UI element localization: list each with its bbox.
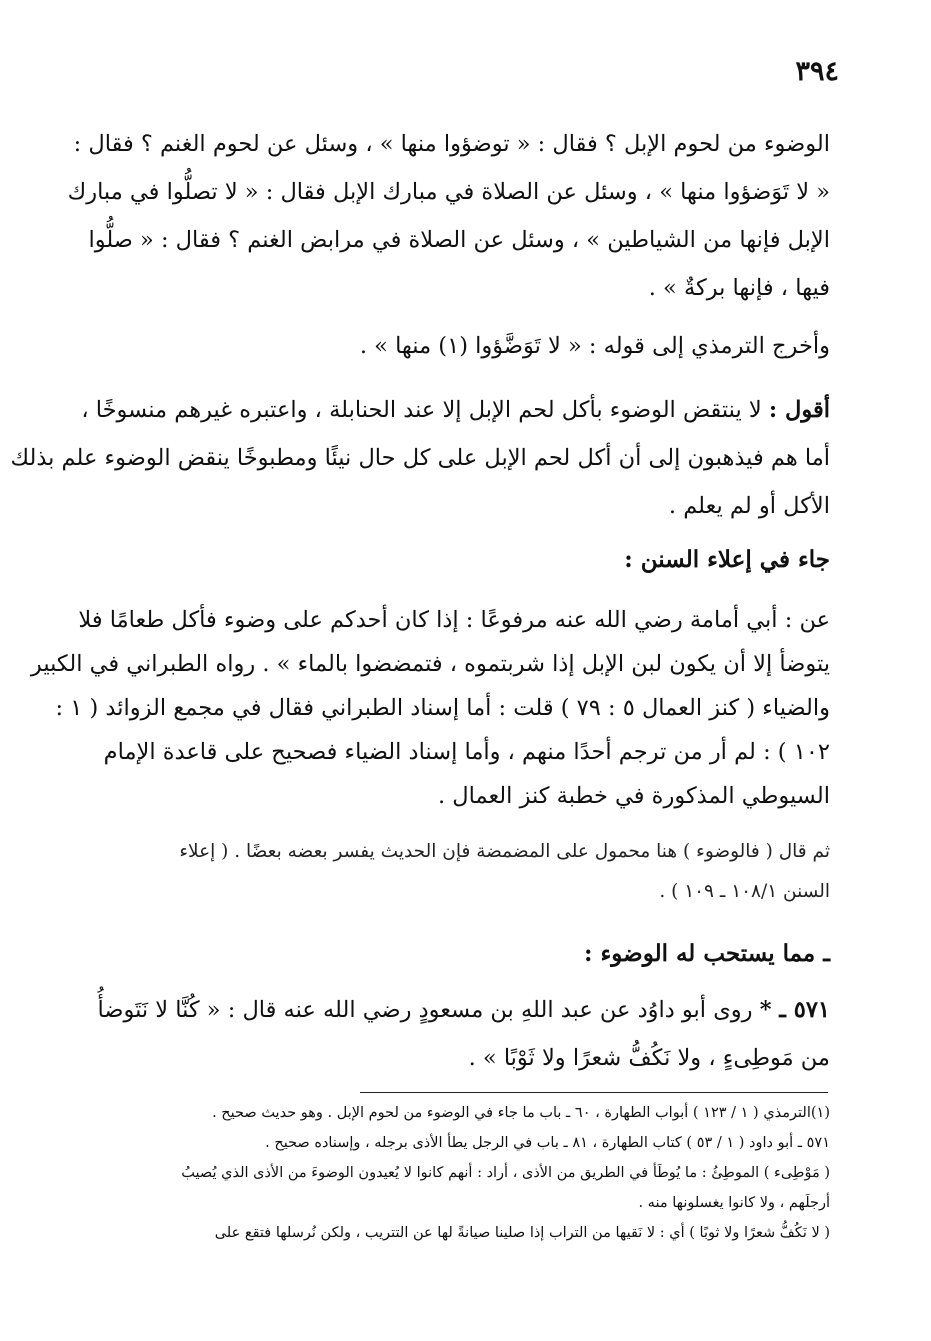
text-line: أما هم فيذهبون إلى أن أكل لحم الإبل على كل حال نيئًا ومطبوخًا ينقض الوضوء علم بذلك [10, 445, 830, 471]
heading-text: جاء في إعلاء السنن : [624, 546, 830, 573]
text-line: الوضوء من لحوم الإبل ؟ فقال : « توضؤوا منها » ، وسئل عن لحوم الغنم ؟ فقال : [73, 131, 830, 157]
footnote-line: ٥٧١ ـ أبو داود ( ١ / ٥٣ ) كتاب الطهارة ، ٨١ ـ باب في الرجل يطأ الأذى برجله ، وإسناده صحيح . [265, 1135, 830, 1151]
text-line: ثم قال ( فالوضوء ) هنا محمول على المضمضة فإن الحديث يفسر بعضه بعضًا . ( إعلاء [179, 841, 830, 862]
text-line: السيوطي المذكورة في خطبة كنز العمال . [437, 783, 830, 809]
heading-text: ـ مما يستحب له الوضوء : [583, 940, 830, 967]
section-heading-mustahab [78, 930, 830, 978]
text-line: يتوضأ إلا أن يكون لبن الإبل إذا شربتموه ، فتمضضوا بالماء » . رواه الطبراني في الكبير [30, 651, 830, 677]
text-line: « لا تَوَضؤوا منها » ، وسئل عن الصلاة في مبارك الإبل فقال : « لا تصلُّوا في مبارك [67, 179, 830, 205]
paragraph-aqul [10, 386, 830, 530]
hadith-number: ٥٧١ ـ * [759, 997, 830, 1023]
text-line: وأخرج الترمذي إلى قوله : « لا تَوَضَّؤوا (١) منها » . [359, 333, 830, 359]
footnote-line: (١)الترمذي ( ١ / ١٢٣ ) أبواب الطهارة ، ٦٠ ـ باب ما جاء في الوضوء من لحوم الإبل . وهو حديث صحيح . [212, 1105, 830, 1121]
footnote-line: أرجلَهم ، ولا كانوا يغسلونها منه . [638, 1195, 830, 1211]
paragraph-hadith-camel-meat [67, 120, 830, 312]
footnote-line: ( لا نَكُفُّ شعرًا ولا ثوبًا ) أي : لا نَقيها من التراب إذا صلينا صيانةً لها عن التتريب ، ولكن نُرسلها فتقع على [214, 1225, 830, 1241]
text-line: فيها ، فإنها بركةٌ » . [648, 275, 830, 301]
text-line: والضياء ( كنز العمال ٥ : ٧٩ ) قلت : أما إسناد الطبراني فقال في مجمع الزوائد ( ١ : [55, 695, 830, 721]
section-heading-ila-al-sunan [78, 536, 830, 584]
footnote-line: ( مَوْطِىء ) الموطِئُ : ما يُوطَأ في الطريق من الأذى ، أراد : أنهم كانوا لا يُعيدون الوضوءَ من الأذى الذي يُصيبُ [181, 1165, 830, 1181]
footnote-divider [360, 1092, 828, 1093]
paragraph-tirmidhi [78, 322, 830, 370]
text-segment: لا ينتقض الوضوء بأكل لحم الإبل إلا عند الحنابلة ، واعتبره غيرهم منسوخًا ، [81, 397, 769, 423]
paragraph-abu-umama [30, 598, 830, 818]
text-line: من مَوطِىءٍ ، ولا نَكُفُّ شعرًا ولا ثَوْبًا » . [468, 1045, 830, 1071]
text-line: عن : أبي أمامة رضي الله عنه مرفوعًا : إذا كان أحدكم على وضوء فأكل طعامًا فلا [78, 607, 830, 633]
text-segment: روى أبو داوُد عن عبد اللهِ بن مسعودٍ رضي الله عنه قال : « كُنَّا لا نَتَوضأُ [97, 997, 760, 1023]
paragraph-hadith-571 [78, 986, 830, 1082]
text-line: الإبل فإنها من الشياطين » ، وسئل عن الصلاة في مرابض الغنم ؟ فقال : « صلُّوا [88, 227, 830, 253]
lead-word: أقول : [768, 397, 830, 423]
text-line: الأكل أو لم يعلم . [668, 493, 830, 519]
text-line: ١٠٢ ) : لم أر من ترجم أحدًا منهم ، وأما إسناد الضياء فصحيح على قاعدة الإمام [103, 739, 830, 765]
paragraph-madmada [78, 832, 830, 912]
page-number: ٣٩٤ [795, 56, 839, 87]
text-line [78, 986, 830, 1034]
text-line: السنن ١٠٨/١ ـ ١٠٩ ) . [659, 881, 830, 902]
text-line [78, 386, 830, 434]
footnotes [78, 1098, 830, 1248]
